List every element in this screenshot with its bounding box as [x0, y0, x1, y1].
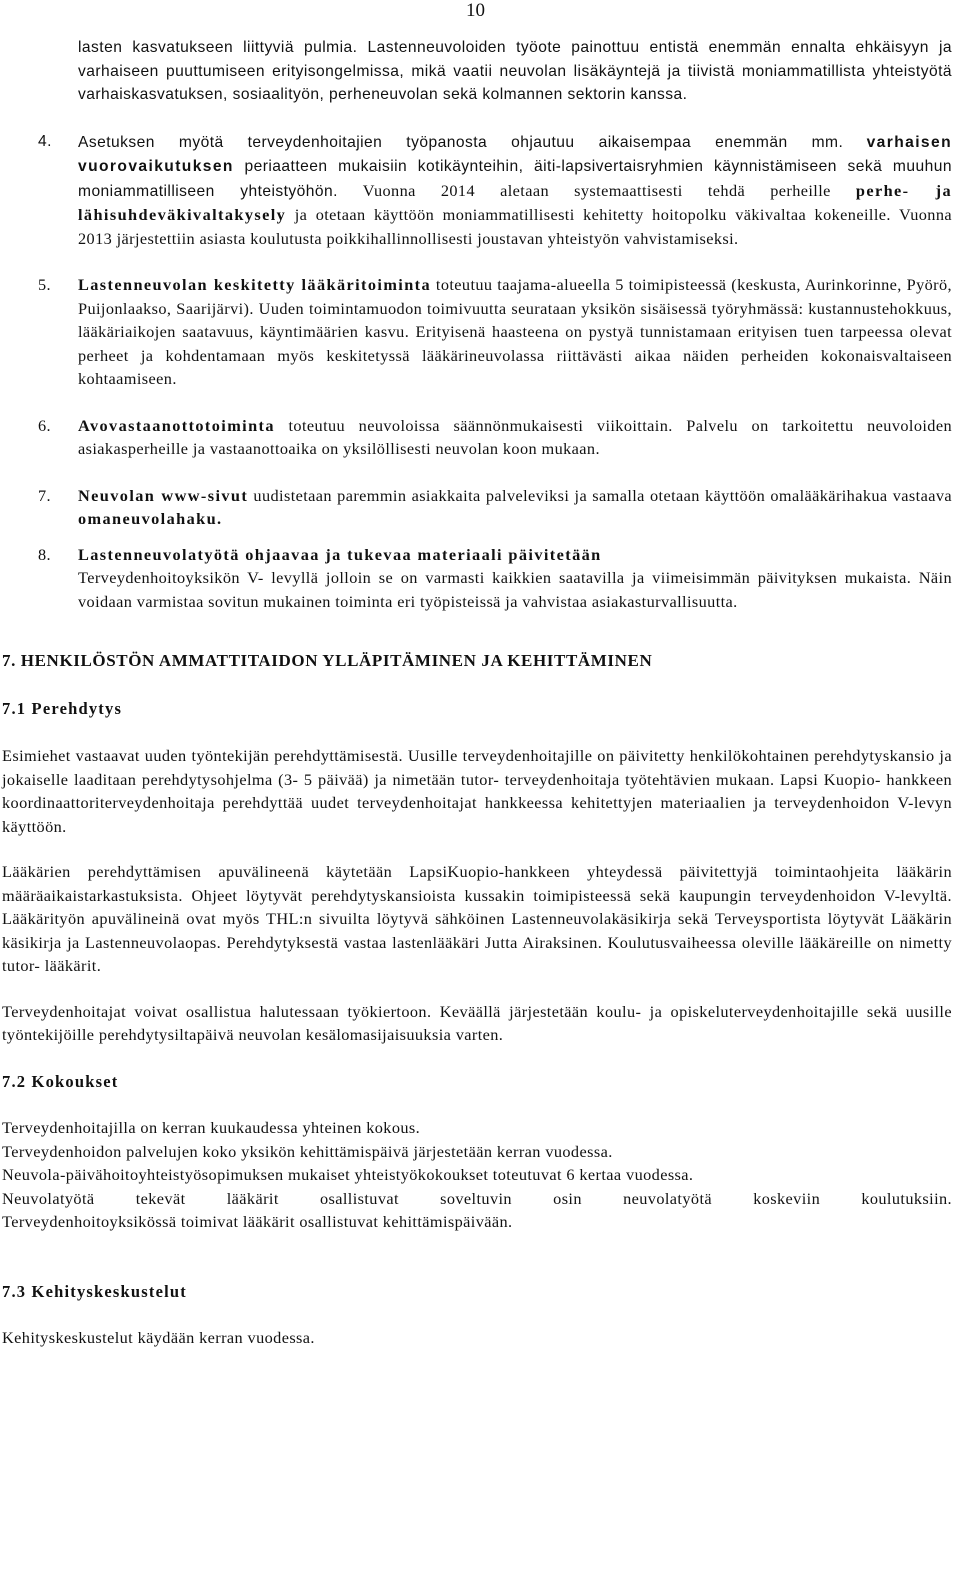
section-heading-7: 7. HENKILÖSTÖN AMMATTITAIDON YLLÄPITÄMINEN JA KEHITTÄMINEN	[2, 651, 653, 670]
item-bold-text: omaneuvolahaku.	[78, 509, 223, 528]
list-item-8	[2, 543, 952, 614]
page-number: 10	[466, 0, 485, 21]
item-text: toteutuu neuvoloissa säännönmukaisesti viikoittain. Palvelu on tarkoitettu neuvoloiden asiakasperheille ja vastaanottoaika on yksilöllisesti neuvolan koon mukaan.	[78, 415, 952, 458]
list-number: 8.	[38, 544, 52, 564]
item-bold-text: Neuvolan www-sivut	[78, 485, 249, 505]
document-body	[2, 36, 952, 1350]
paragraph-line: Terveydenhoidon palvelujen koko yksikön kehittämispäivä järjestetään kerran vuodessa.	[2, 1141, 613, 1161]
list-number: 7.	[38, 485, 52, 505]
list-item-6	[2, 414, 952, 461]
subsection-heading-7-1: 7.1 Perehdytys	[2, 698, 123, 718]
item-bold-text: Avovastaanottotoiminta	[78, 415, 275, 435]
subsection-heading-7-2: 7.2 Kokoukset	[2, 1071, 119, 1091]
item-bold-text: Lastenneuvolan keskitetty lääkäritoiminta	[78, 275, 432, 294]
item-text: toteutuu taajama-alueella 5 toimipisteessä (keskusta, Aurinkorinne, Pyörö, Puijonlaakso, Saarijärvi). Uuden toimintamuodon toimivuutta seurataan yksikön sisäisessä työryhmässä: kustannustehokkuus, lääkäriaikojen saatavuus, käyntimäärien kasvu. Erityisenä haasteena on pystyä tunnistamaan erityisen tuen tarpeessa olevat perheet ja kohdentamaan myös keskitetyssä lääkärineuvolassa riittävästi aikaa näiden perheiden kokonaisvaltaiseen kohtaamiseen.	[78, 275, 952, 388]
item-text: uudistetaan paremmin asiakkaita palveleviksi ja samalla otetaan käyttöön omalääkärihakua vastaava	[248, 485, 953, 505]
item-bold-text: Lastenneuvolatyötä ohjaavaa ja tukevaa materiaali päivitetään	[78, 544, 602, 564]
list-item-5	[2, 273, 952, 391]
item-text: Asetuksen myötä terveydenhoitajien työpanosta ohjautuu aikaisempaa enemmän mm.	[78, 133, 844, 151]
list-item-4	[2, 130, 952, 251]
paragraph: Lääkärien perehdyttämisen apuvälineenä käytetään LapsiKuopio-hankkeen yhteydessä päivitettyjä toimintaohjeita lääkärin määräaikaistarkastuksista. Ohjeet löytyvät perehdytyskansioista kussakin toimipisteessä sekä kaupungin terveydenhoidon V-levyltä. Lääkärityön apuvälineinä ovat myös THL:n sivuilta löytyvä sähköinen Lastenneuvolakäsikirja sekä Terveysportista löytyvät Lääkärin käsikirja ja Lastenneuvolaopas. Perehdytyksestä vastaa lastenlääkäri Jutta Airaksinen. Koulutusvaiheessa oleville lääkäreille on nimetty tutor- lääkärit.	[2, 862, 952, 975]
list-number: 4.	[38, 132, 52, 150]
item-text: ja otetaan käyttöön moniammatillisesti kehitetty hoitopolku väkivaltaa kokeneille. Vuonna 2013 järjestettiin asiasta koulutusta poikkihallinnollisesti joustavan yhteistyön vahvistamiseksi.	[78, 205, 952, 248]
paragraph: Esimiehet vastaavat uuden työntekijän perehdyttämisestä. Uusille terveydenhoitajille on päivitetty henkilökohtainen perehdytyskansio ja jokaiselle laaditaan perehdytysohjelma (3- 5 päivää) ja nimetään tutor- terveydenhoitaja työtehtävien mukaan. Lapsi Kuopio- hankkeen koordinaattoriterveydenhoitaja perehdyttää uudet terveydenhoitajat hankkeessa kehitettyjen materiaalien ja terveydenhoidon V-levyn käyttöön.	[2, 746, 952, 836]
paragraph-line: Neuvolatyötä tekevät lääkärit osallistuvat soveltuvin osin neuvolatyötä koskeviin koulutuksiin.	[2, 1188, 952, 1208]
paragraph: Kehityskeskustelut käydään kerran vuodessa.	[2, 1328, 315, 1347]
list-item-7	[2, 484, 952, 531]
list-number: 6.	[38, 415, 52, 435]
subsection-heading-7-3: 7.3 Kehityskeskustelut	[2, 1281, 188, 1301]
item-text: Terveydenhoitoyksikön V- levyllä jolloin se on varmasti kaikkien saatavilla ja viimeisimmän päivityksen mukaista. Näin voidaan varmistaa sovitun mukainen toiminta eri työpisteissä ja vahvistaa asiakasturvallisuutta.	[78, 568, 952, 611]
item-bold-text: perhe- ja lähisuhdeväkivaltakysely	[78, 180, 952, 224]
item-bold-text: varhaisen vuorovaikutuksen	[78, 133, 952, 175]
paragraph-line: Neuvola-päivähoitoyhteistyösopimuksen mukaiset yhteistyökokoukset toteutuvat 6 kertaa vuodessa.	[2, 1165, 694, 1184]
paragraph-line: Terveydenhoitajilla on kerran kuukaudessa yhteinen kokous.	[2, 1118, 421, 1137]
paragraph: Terveydenhoitajat voivat osallistua halutessaan työkiertoon. Keväällä järjestetään koulu- ja opiskeluterveydenhoitajille sekä uusille työntekijöille perehdytysiltapäivä neuvolan kesälomasijaisuuksia varten.	[2, 1001, 952, 1044]
paragraph-line: Terveydenhoitoyksikössä toimivat lääkärit osallistuvat kehittämispäivään.	[2, 1212, 513, 1231]
item-text: periaatteen mukaisiin kotikäynteihin, äiti-lapsivertaisryhmien käynnistämiseen sekä muuhun moniammatilliseen yhteistyöhön.	[78, 158, 952, 200]
carryover-paragraph: lasten kasvatukseen liittyviä pulmia. Lastenneuvoloiden työote painottuu entistä enemmän ennalta ehkäisyyn ja varhaiseen puuttumiseen erityisongelmissa, mikä vaatii neuvolan lisäkäyntejä ja tiivistä moniammatillista yhteistyötä varhaiskasvatuksen, sosiaalityön, perheneuvolan sekä kolmannen sektorin kanssa.	[78, 39, 952, 103]
item-text: Vuonna 2014 aletaan systemaattisesti tehdä perheille	[337, 180, 856, 200]
list-number: 5.	[38, 275, 52, 294]
